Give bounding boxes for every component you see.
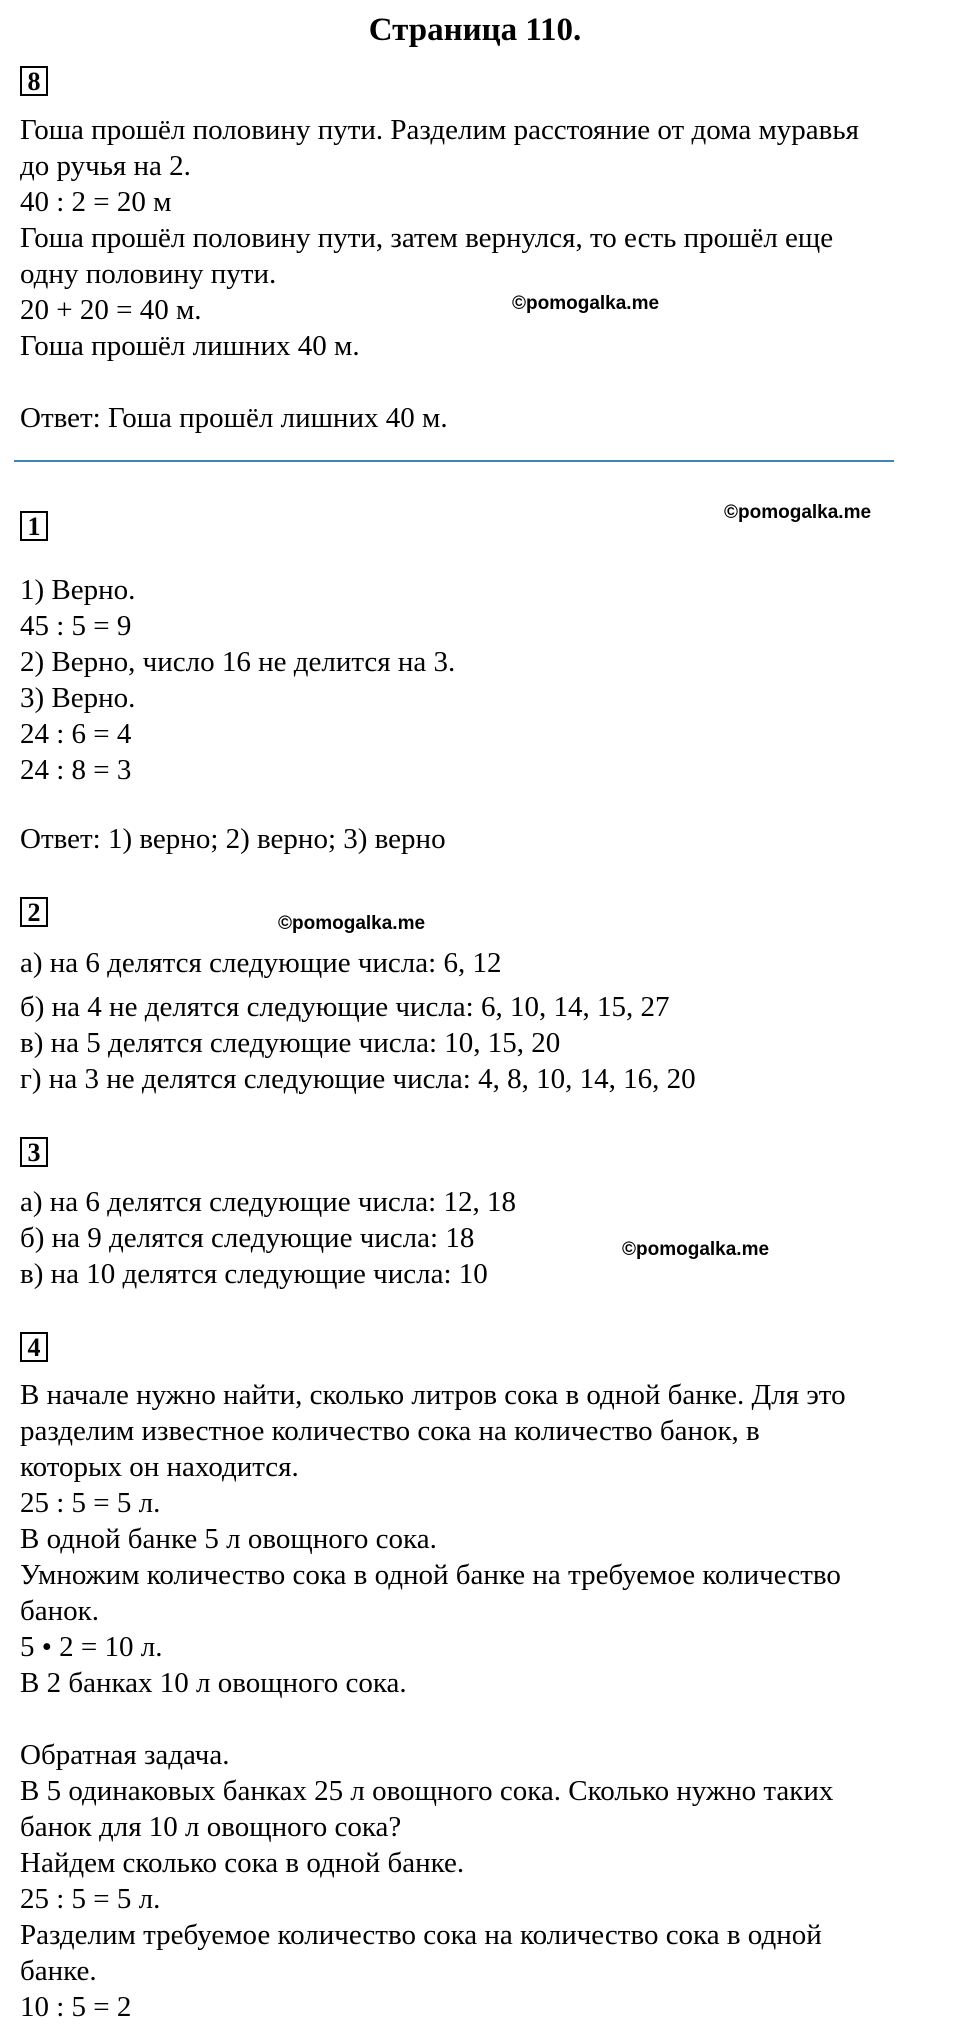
task-4-line-3: которых он находится. [20,1451,299,1483]
task-8-line-4: Гоша прошёл половину пути, затем вернулся, то есть прошёл еще [20,222,834,254]
section-divider [14,460,894,462]
task-4-line-14: 25 : 5 = 5 л. [20,1883,161,1915]
task-number-8: 8 [20,66,48,96]
task-2-line-1: а) на 6 делятся следующие числа: 6, 12 [20,947,502,979]
task-4-line-17: 10 : 5 = 2 [20,1991,132,2023]
task-number-3: 3 [20,1137,48,1167]
task-1-line-2: 45 : 5 = 9 [20,610,132,642]
watermark: ©pomogalka.me [512,293,660,314]
task-4-line-4: 25 : 5 = 5 л. [20,1487,161,1519]
task-2-line-3: в) на 5 делятся следующие числа: 10, 15, 20 [20,1027,561,1059]
watermark: ©pomogalka.me [278,913,426,934]
task-4-line-10: Обратная задача. [20,1739,230,1771]
task-4-line-6: Умножим количество сока в одной банке на требуемое количество [20,1559,841,1591]
task-3-line-1: а) на 6 делятся следующие числа: 12, 18 [20,1186,516,1218]
task-4-line-9: В 2 банках 10 л овощного сока. [20,1667,407,1699]
task-number-2: 2 [20,897,48,927]
task-4-line-7: банок. [20,1595,99,1627]
watermark: ©pomogalka.me [724,502,872,523]
task-8-line-3: 40 : 2 = 20 м [20,186,172,218]
task-8-line-7: Гоша прошёл лишних 40 м. [20,330,360,362]
task-4-line-12: банок для 10 л овощного сока? [20,1811,402,1843]
task-8-line-2: до ручья на 2. [20,150,191,182]
task-8-answer: Ответ: Гоша прошёл лишних 40 м. [20,402,448,434]
task-4-line-8: 5 • 2 = 10 л. [20,1631,163,1663]
task-4-line-2: разделим известное количество сока на количество банок, в [20,1415,760,1447]
task-1-line-4: 3) Верно. [20,682,136,714]
task-4-line-13: Найдем сколько сока в одной банке. [20,1847,465,1879]
task-4-line-15: Разделим требуемое количество сока на количество сока в одной [20,1919,822,1951]
task-8-line-6: 20 + 20 = 40 м. [20,294,202,326]
task-1-line-6: 24 : 8 = 3 [20,754,132,786]
task-1-answer: Ответ: 1) верно; 2) верно; 3) верно [20,823,446,855]
task-3-line-2: б) на 9 делятся следующие числа: 18 [20,1222,475,1254]
task-number-4: 4 [20,1332,48,1362]
task-8-line-5: одну половину пути. [20,258,277,290]
task-1-line-5: 24 : 6 = 4 [20,718,132,750]
task-4-line-1: В начале нужно найти, сколько литров сока в одной банке. Для это [20,1379,846,1411]
task-4-line-11: В 5 одинаковых банках 25 л овощного сока. Сколько нужно таких [20,1775,834,1807]
task-2-line-2: б) на 4 не делятся следующие числа: 6, 10, 14, 15, 27 [20,991,670,1023]
task-4-line-16: банке. [20,1955,97,1987]
page-title: Страница 110. [368,12,582,48]
task-1-line-1: 1) Верно. [20,574,136,606]
task-3-line-3: в) на 10 делятся следующие числа: 10 [20,1258,488,1290]
task-2-line-4: г) на 3 не делятся следующие числа: 4, 8, 10, 14, 16, 20 [20,1063,696,1095]
task-1-line-3: 2) Верно, число 16 не делится на 3. [20,646,456,678]
task-4-line-5: В одной банке 5 л овощного сока. [20,1523,437,1555]
task-number-1: 1 [20,511,48,541]
task-8-line-1: Гоша прошёл половину пути. Разделим расстояние от дома муравья [20,114,859,146]
watermark: ©pomogalka.me [622,1239,770,1260]
